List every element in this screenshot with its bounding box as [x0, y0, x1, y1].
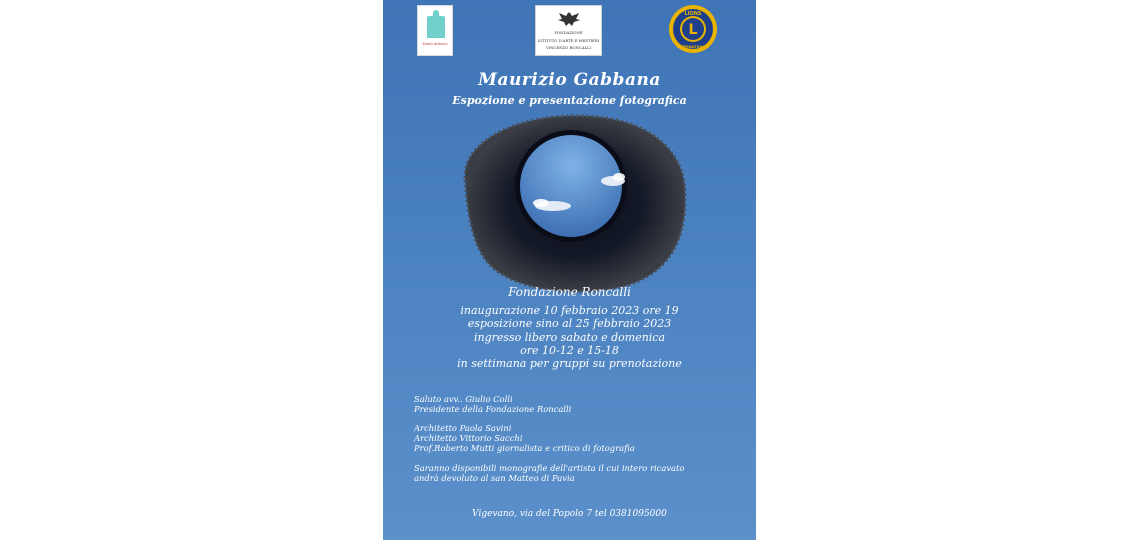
center-logo-line-3: VINCENZO RONCALLI: [545, 45, 591, 50]
lions-bottom-text: INTERNATIONAL: [676, 45, 710, 49]
detail-line: ore 10-12 e 15-18: [520, 343, 619, 357]
detail-line: ingresso libero sabato e domenica: [473, 330, 666, 344]
municipal-tower-logo: [417, 5, 453, 56]
exhibition-title: Maurizio Gabbana: [478, 70, 661, 90]
detail-line: in settimana per gruppi su prenotazione: [457, 357, 682, 371]
tower-icon: [427, 16, 445, 38]
center-logo-line-1: FONDAZIONE: [554, 30, 583, 35]
detail-line: inaugurazione 10 febbraio 2023 ore 19: [460, 304, 679, 317]
fondazione-roncalli-logo: [535, 5, 602, 56]
monograph-note: [414, 464, 684, 484]
center-logo-line-2: ISTITUTO D'ARTE E MESTIERI: [537, 37, 600, 43]
left-logo-text: Santo Antonio: [422, 42, 448, 46]
event-poster: [383, 0, 756, 540]
greeting-line: Saluto avv.. Giulio Colli: [414, 394, 513, 404]
speaker-line: Prof.Roberto Mutti giornalista e critico di fotografia: [414, 442, 635, 453]
speaker-line: Architetto Vittorio Sacchi: [414, 432, 523, 443]
detail-line: esposizione sino al 25 febbraio 2023: [467, 317, 672, 331]
venue-address: Vigevano, via del Popolo 7 tel 0381095000: [472, 509, 667, 519]
exhibition-subtitle: Espozione e presentazione fotografica: [452, 94, 687, 107]
event-details: [383, 304, 756, 370]
note-line: Saranno disponibili monografie dell'artista il cui intero ricavato: [414, 463, 685, 473]
speaker-line: Architetto Paola Savini: [414, 423, 512, 433]
lens-sky: [520, 135, 622, 237]
speakers-block: [414, 424, 635, 453]
note-line: andrà devoluto al san Matteo di Pavia: [414, 472, 575, 483]
lions-international-logo: [668, 4, 718, 54]
greeting-block: [414, 395, 571, 415]
lions-letter: L: [688, 22, 698, 38]
lions-top-text: LIONS: [684, 11, 702, 17]
greeting-line: Presidente della Fondazione Roncalli: [414, 403, 572, 414]
lens-photo: [435, 108, 705, 298]
venue-name: Fondazione Roncalli: [508, 285, 631, 299]
eagle-crest-icon: [556, 10, 582, 28]
